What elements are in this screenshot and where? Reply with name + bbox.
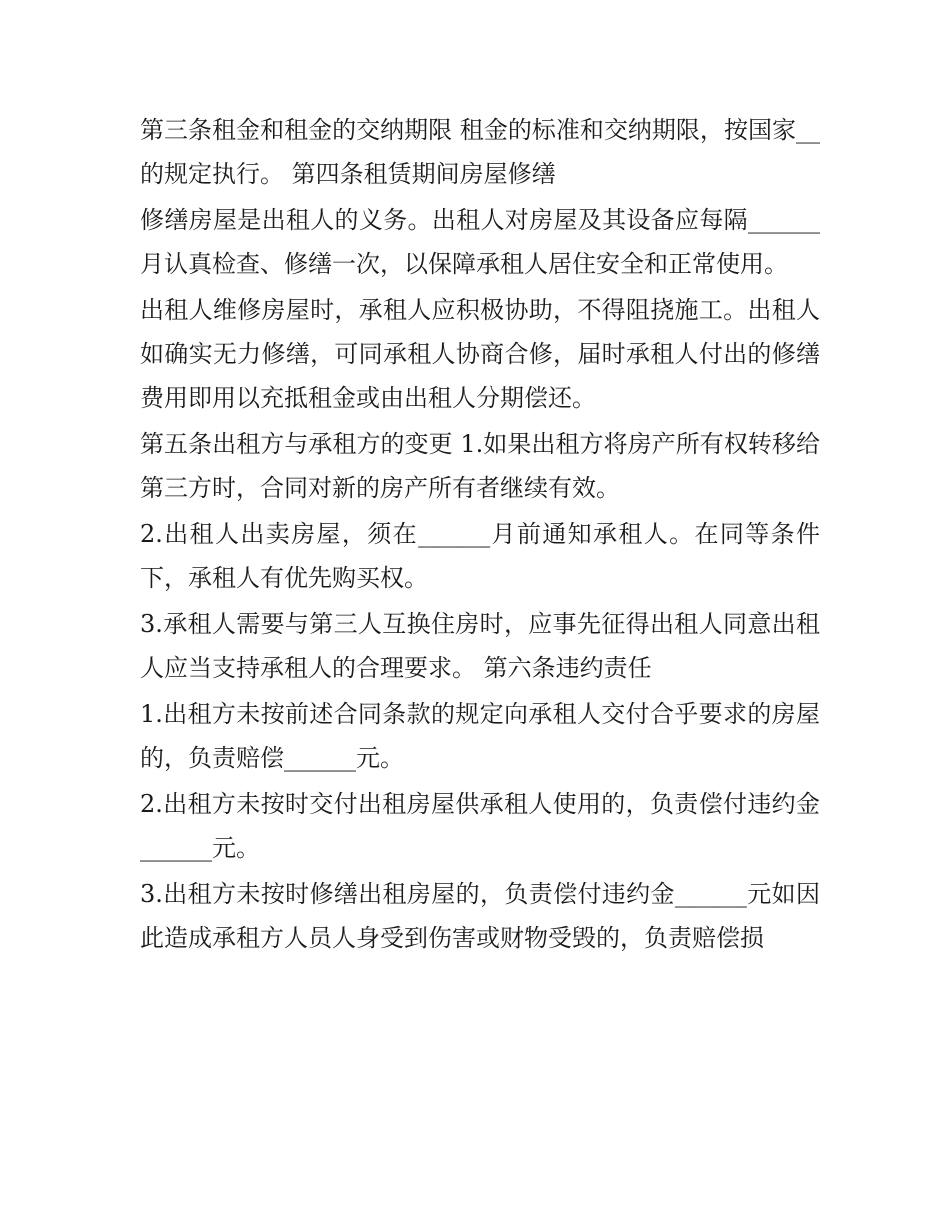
paragraph-repair-cooperation: 出租人维修房屋时，承租人应积极协助，不得阻挠施工。出租人如确实无力修缮，可同承租人协商合修，届时承租人付出的修缮费用即用以充抵租金或由出租人分期偿还。 [140,296,820,412]
paragraph-breach-delivery: 1.出租方未按前述合同条款的规定向承租人交付合乎要求的房屋的，负责赔偿______元。 [140,700,820,772]
paragraph-repair-duty: 修缮房屋是出租人的义务。出租人对房屋及其设备应每隔______月认真检查、修缮一次，以保障承租人居住安全和正常使用。 [140,206,820,278]
paragraph-housing-exchange: 3.承租人需要与第三人互换住房时，应事先征得出租人同意出租人应当支持承租人的合理要求。 第六条违约责任 [140,610,820,682]
paragraph-breach-repair: 3.出租方未按时修缮出租房屋的，负责偿付违约金______元如因此造成承租方人员人身受到伤害或财物受毁的，负责赔偿损 [140,880,820,952]
document-page [140,108,820,960]
paragraph-breach-late: 2.出租方未按时交付出租房屋供承租人使用的，负责偿付违约金______元。 [140,790,820,862]
paragraph-rent-terms: 第三条租金和租金的交纳期限 租金的标准和交纳期限，按国家__的规定执行。 第四条租赁期间房屋修缮 [140,116,820,188]
paragraph-sale-notice: 2.出租人出卖房屋，须在______月前通知承租人。在同等条件下，承租人有优先购买权。 [140,520,820,592]
paragraph-party-change: 第五条出租方与承租方的变更 1.如果出租方将房产所有权转移给第三方时，合同对新的房产所有者继续有效。 [140,430,820,502]
